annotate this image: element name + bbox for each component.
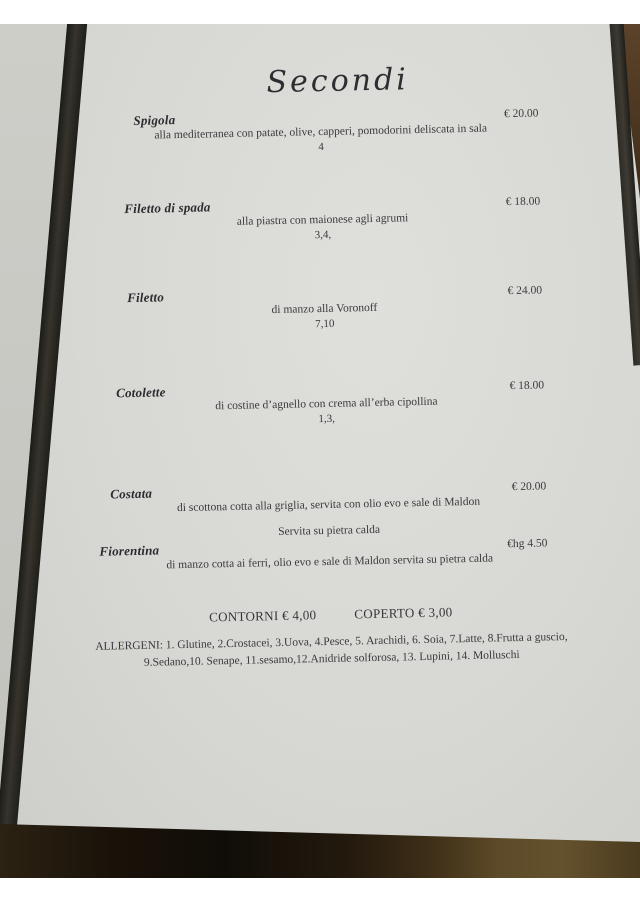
- allergen-legend-line-1: ALLERGENI: 1. Glutine, 2.Crostacei, 3.Uova, 4.Pesce, 5. Arachidi, 6. Soia, 7.Latte, 8.Frutta a guscio,: [95, 630, 568, 653]
- menu-item-costata: [98, 477, 559, 544]
- item-name: Cotolette: [115, 384, 166, 401]
- item-price: € 20.00: [503, 107, 539, 121]
- item-price: € 18.00: [505, 195, 541, 209]
- menu-photo: [0, 24, 640, 878]
- item-name: Spigola: [133, 112, 176, 128]
- item-description: alla mediterranea con patate, olive, capperi, pomodorini deliscata in sala: [154, 122, 488, 142]
- menu-item-filetto-di-spada: [92, 192, 553, 247]
- item-description: di costine d’agnello con crema all’erba cipollina: [215, 395, 438, 413]
- allergen-legend-line-2: 9.Sedano,10. Senape, 11.sesamo,12.Anidride solforosa, 13. Lupini, 14. Molluschi: [143, 648, 520, 669]
- menu-page: [89, 59, 568, 673]
- coperto-price: COPERTO € 3,00: [354, 604, 453, 622]
- item-allergen-note: 7,10: [315, 317, 335, 331]
- sides-and-cover-charge-line: [101, 602, 561, 628]
- contorni-price: CONTORNI € 4,00: [209, 607, 317, 625]
- menu-title: Secondi: [266, 62, 410, 101]
- item-name: Filetto: [127, 289, 165, 306]
- table-edge-bottom: [0, 816, 640, 878]
- item-price: € 24.00: [507, 284, 543, 298]
- item-description: di manzo alla Voronoff: [271, 301, 378, 317]
- item-description-2: Servita su pietra calda: [278, 523, 381, 539]
- item-description: di manzo cotta ai ferri, olio evo e sale di Maldon servita su pietra calda: [166, 552, 494, 572]
- menu-item-spigola: [90, 104, 551, 159]
- item-price: € 20.00: [511, 480, 547, 494]
- item-name: Costata: [110, 485, 153, 502]
- item-name: Filetto di spada: [124, 199, 211, 217]
- item-description: di scottona cotta alla griglia, servita con olio evo e sale di Maldon: [176, 495, 481, 515]
- item-allergen-note: 4: [318, 140, 324, 154]
- allergen-legend: [73, 629, 590, 674]
- item-price: € 18.00: [509, 379, 545, 393]
- item-allergen-note: 3,4,: [314, 228, 332, 242]
- menu-item-filetto: [94, 281, 555, 336]
- item-description: alla piastra con maionese agli agrumi: [236, 212, 409, 228]
- menu-item-cotolette: [96, 376, 557, 431]
- item-price: €hg 4.50: [507, 537, 548, 551]
- item-name: Fiorentina: [99, 542, 160, 559]
- item-allergen-note: 1,3,: [318, 412, 336, 426]
